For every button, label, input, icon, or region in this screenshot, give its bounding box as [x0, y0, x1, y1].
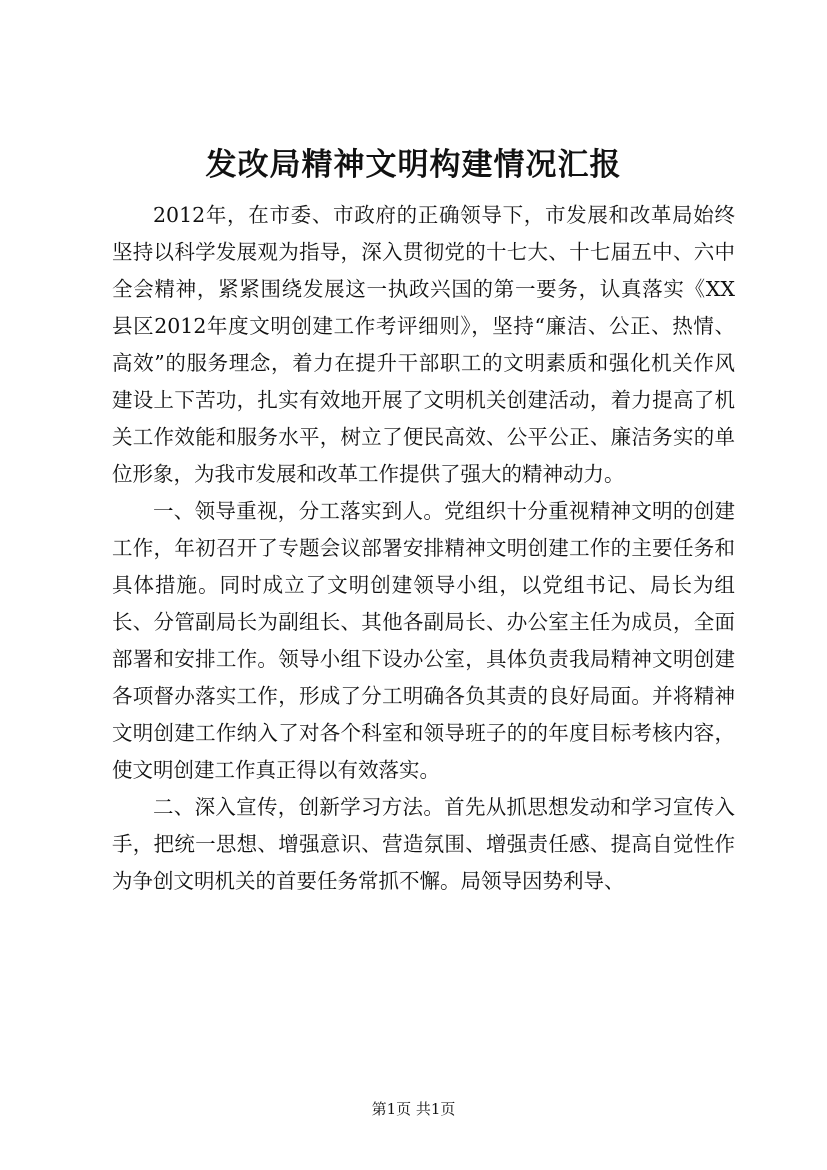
paragraph-section-2: 二、深入宣传，创新学习方法。首先从抓思想发动和学习宣传入手，把统一思想、增强意识、营造氛围、增强责任感、提高自觉性作为争创文明机关的首要任务常抓不懈。局领导因势利导、: [112, 795, 735, 893]
paragraph-section-1: 一、领导重视，分工落实到人。党组织十分重视精神文明的创建工作，年初召开了专题会议部署安排精神文明创建工作的主要任务和具体措施。同时成立了文明创建领导小组，以党组书记、局长为组长、分管副局长为副组长、其他各副局长、办公室主任为成员，全面部署和安排工作。领导小组下设办公室，具体负责我局精神文明创建各项督办落实工作，形成了分工明确各负其责的良好局面。并将精神文明创建工作纳入了对各个科室和领导班子的的年度目标考核内容，使文明创建工作真正得以有效落实。: [112, 499, 735, 782]
document-body: [112, 197, 735, 900]
page-footer: 第1页 共1页: [371, 1100, 456, 1118]
paragraph-intro: 2012年，在市委、市政府的正确领导下，市发展和改革局始终坚持以科学发展观为指导，深入贯彻党的十七大、十七届五中、六中全会精神，紧紧围绕发展这一执政兴国的第一要务，认真落实《XX县区2012年度文明创建工作考评细则》，坚持“廉洁、公正、热情、高效”的服务理念，着力在提升干部职工的文明素质和强化机关作风建设上下苦功，扎实有效地开展了文明机关创建活动，着力提高了机关工作效能和服务水平，树立了便民高效、公平公正、廉洁务实的单位形象，为我市发展和改革工作提供了强大的精神动力。: [112, 203, 735, 486]
document-title: 发改局精神文明构建情况汇报: [205, 147, 622, 183]
